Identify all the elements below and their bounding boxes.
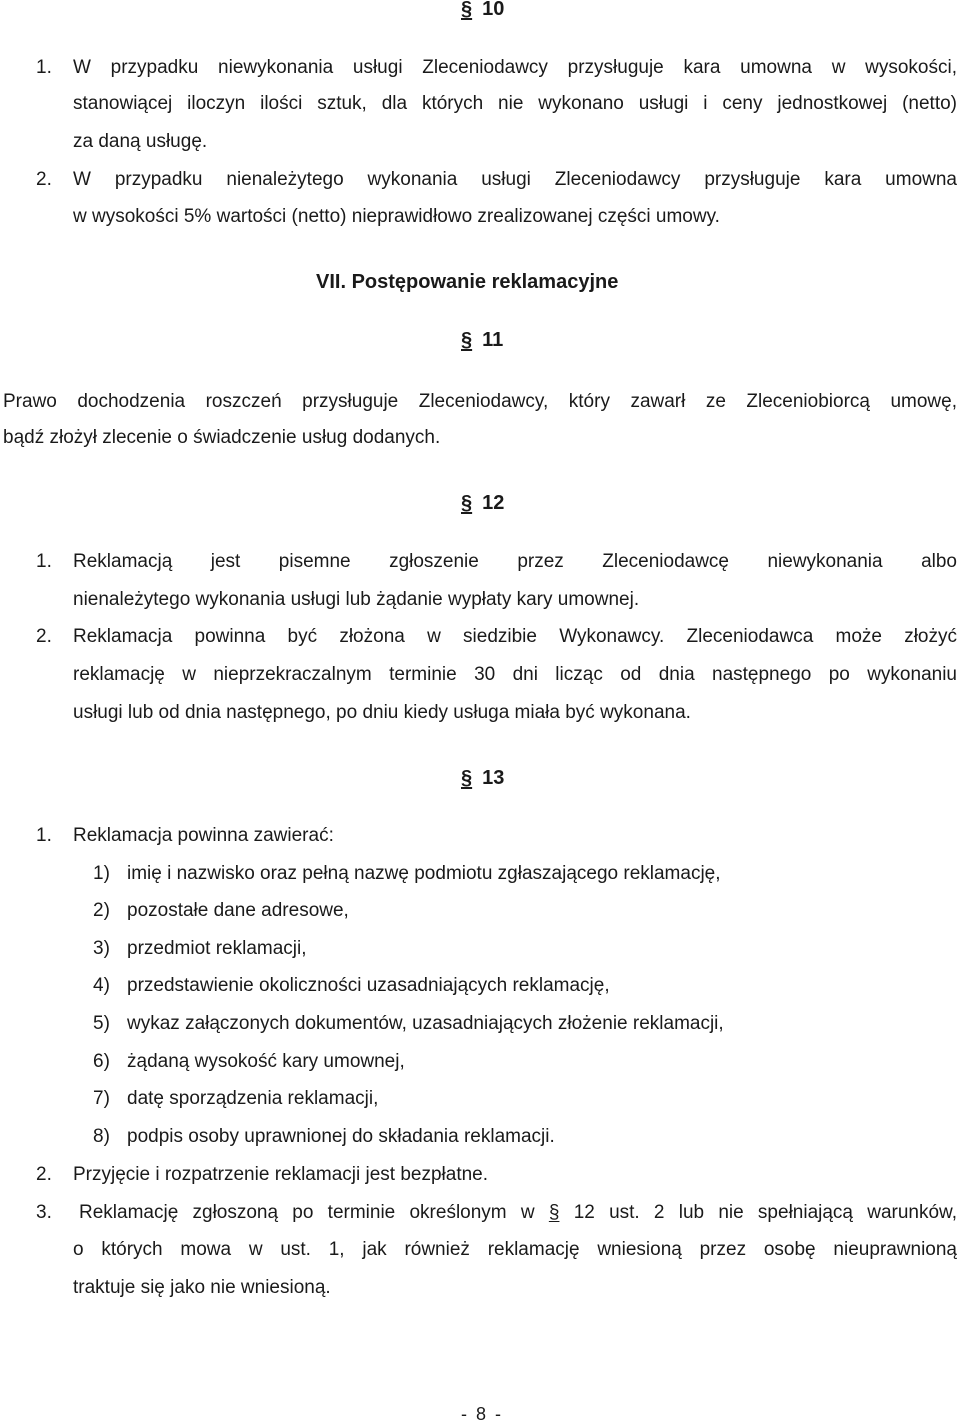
list-item-text: przedstawienie okoliczności uzasadniających reklamację,: [127, 975, 610, 996]
list-number: 3.: [36, 1202, 52, 1223]
text-segment: Reklamację zgłoszoną po terminie określonym w: [79, 1202, 535, 1223]
section-number: 10: [482, 0, 505, 20]
page-number: - 8 -: [461, 1404, 504, 1424]
section-heading-13: [461, 767, 504, 790]
paragraph-line: nienależytego wykonania usługi lub żądanie wypłaty kary umownej.: [73, 589, 640, 610]
list-item: [93, 1118, 555, 1156]
section-number: 11: [482, 329, 504, 351]
list-number: 1.: [36, 551, 52, 572]
list-item: [93, 855, 721, 893]
list-number: 2.: [36, 1164, 52, 1185]
section-heading-12: [461, 492, 504, 515]
section-mark: §: [461, 767, 473, 789]
list-item: [93, 892, 349, 930]
list-item-text: wykaz załączonych dokumentów, uzasadniających złożenie reklamacji,: [127, 1013, 724, 1034]
list-item-number: 3): [93, 938, 110, 959]
paragraph-line: Reklamacja powinna być złożona w siedzibie Wykonawcy. Zleceniodawca może złożyć: [73, 626, 957, 647]
paragraph-line: stanowiącej iloczyn ilości sztuk, dla których nie wykonano usługi i ceny jednostkowej (netto): [73, 93, 957, 114]
list-item-number: 8): [93, 1126, 110, 1147]
list-item: [93, 1005, 724, 1043]
list-item-number: 4): [93, 975, 110, 996]
paragraph-line: Reklamacja powinna zawierać:: [73, 825, 334, 846]
paragraph-line: Przyjęcie i rozpatrzenie reklamacji jest bezpłatne.: [73, 1164, 489, 1185]
list-item-number: 1): [93, 863, 110, 884]
paragraph-line: usługi lub od dnia następnego, po dniu kiedy usługa miała być wykonana.: [73, 702, 691, 723]
list-item-number: 5): [93, 1013, 110, 1034]
list-number: 1.: [36, 57, 52, 78]
section-number: 13: [482, 767, 505, 789]
list-item-number: 6): [93, 1051, 110, 1072]
list-item: [93, 967, 610, 1005]
list-number: 2.: [36, 626, 52, 647]
paragraph-line: za daną usługę.: [73, 131, 208, 152]
section-number: 12: [482, 492, 505, 514]
list-item-text: przedmiot reklamacji,: [127, 938, 307, 959]
paragraph-line: o których mowa w ust. 1, jak również reklamację wniesioną przez osobę nieuprawnioną: [73, 1239, 957, 1260]
section-mark: §: [461, 329, 473, 351]
text-segment: 12 ust. 2 lub nie spełniającą warunków,: [573, 1202, 958, 1223]
chapter-heading: VII. Postępowanie reklamacyjne: [316, 271, 619, 293]
list-item-text: imię i nazwisko oraz pełną nazwę podmiotu zgłaszającego reklamację,: [127, 863, 721, 884]
section-mark: §: [461, 492, 473, 514]
list-number: 1.: [36, 825, 52, 846]
section-heading-10: [461, 0, 504, 21]
list-item-text: podpis osoby uprawnionej do składania reklamacji.: [127, 1126, 555, 1147]
section-mark: §: [461, 0, 473, 20]
paragraph-line: W przypadku niewykonania usługi Zleceniodawcy przysługuje kara umowna w wysokości,: [73, 57, 957, 78]
paragraph-line: bądź złożył zlecenie o świadczenie usług dodanych.: [3, 427, 441, 448]
section-mark: §: [548, 1202, 560, 1223]
paragraph-line: w wysokości 5% wartości (netto) nieprawidłowo zrealizowanej części umowy.: [73, 206, 720, 227]
list-item: [93, 1080, 378, 1118]
paragraph-line: Reklamacją jest pisemne zgłoszenie przez Zleceniodawcę niewykonania albo: [73, 551, 957, 572]
paragraph-line: reklamację w nieprzekraczalnym terminie 30 dni licząc od dnia następnego po wykonaniu: [73, 664, 957, 685]
paragraph-line: Prawo dochodzenia roszczeń przysługuje Zleceniodawcy, który zawarł ze Zleceniobiorcą umowę,: [3, 391, 957, 412]
list-item-text: datę sporządzenia reklamacji,: [127, 1088, 379, 1109]
list-item: [93, 930, 307, 968]
list-item-number: 2): [93, 900, 110, 921]
list-item-number: 7): [93, 1088, 110, 1109]
list-item-text: żądaną wysokość kary umownej,: [127, 1051, 405, 1072]
paragraph-line: traktuje się jako nie wniesioną.: [73, 1277, 331, 1298]
section-heading-11: [461, 329, 503, 352]
list-number: 2.: [36, 169, 52, 190]
list-item: [93, 1043, 405, 1081]
list-item-text: pozostałe dane adresowe,: [127, 900, 349, 921]
paragraph-line: [79, 1194, 957, 1232]
paragraph-line: W przypadku nienależytego wykonania usługi Zleceniodawcy przysługuje kara umowna: [73, 169, 957, 190]
